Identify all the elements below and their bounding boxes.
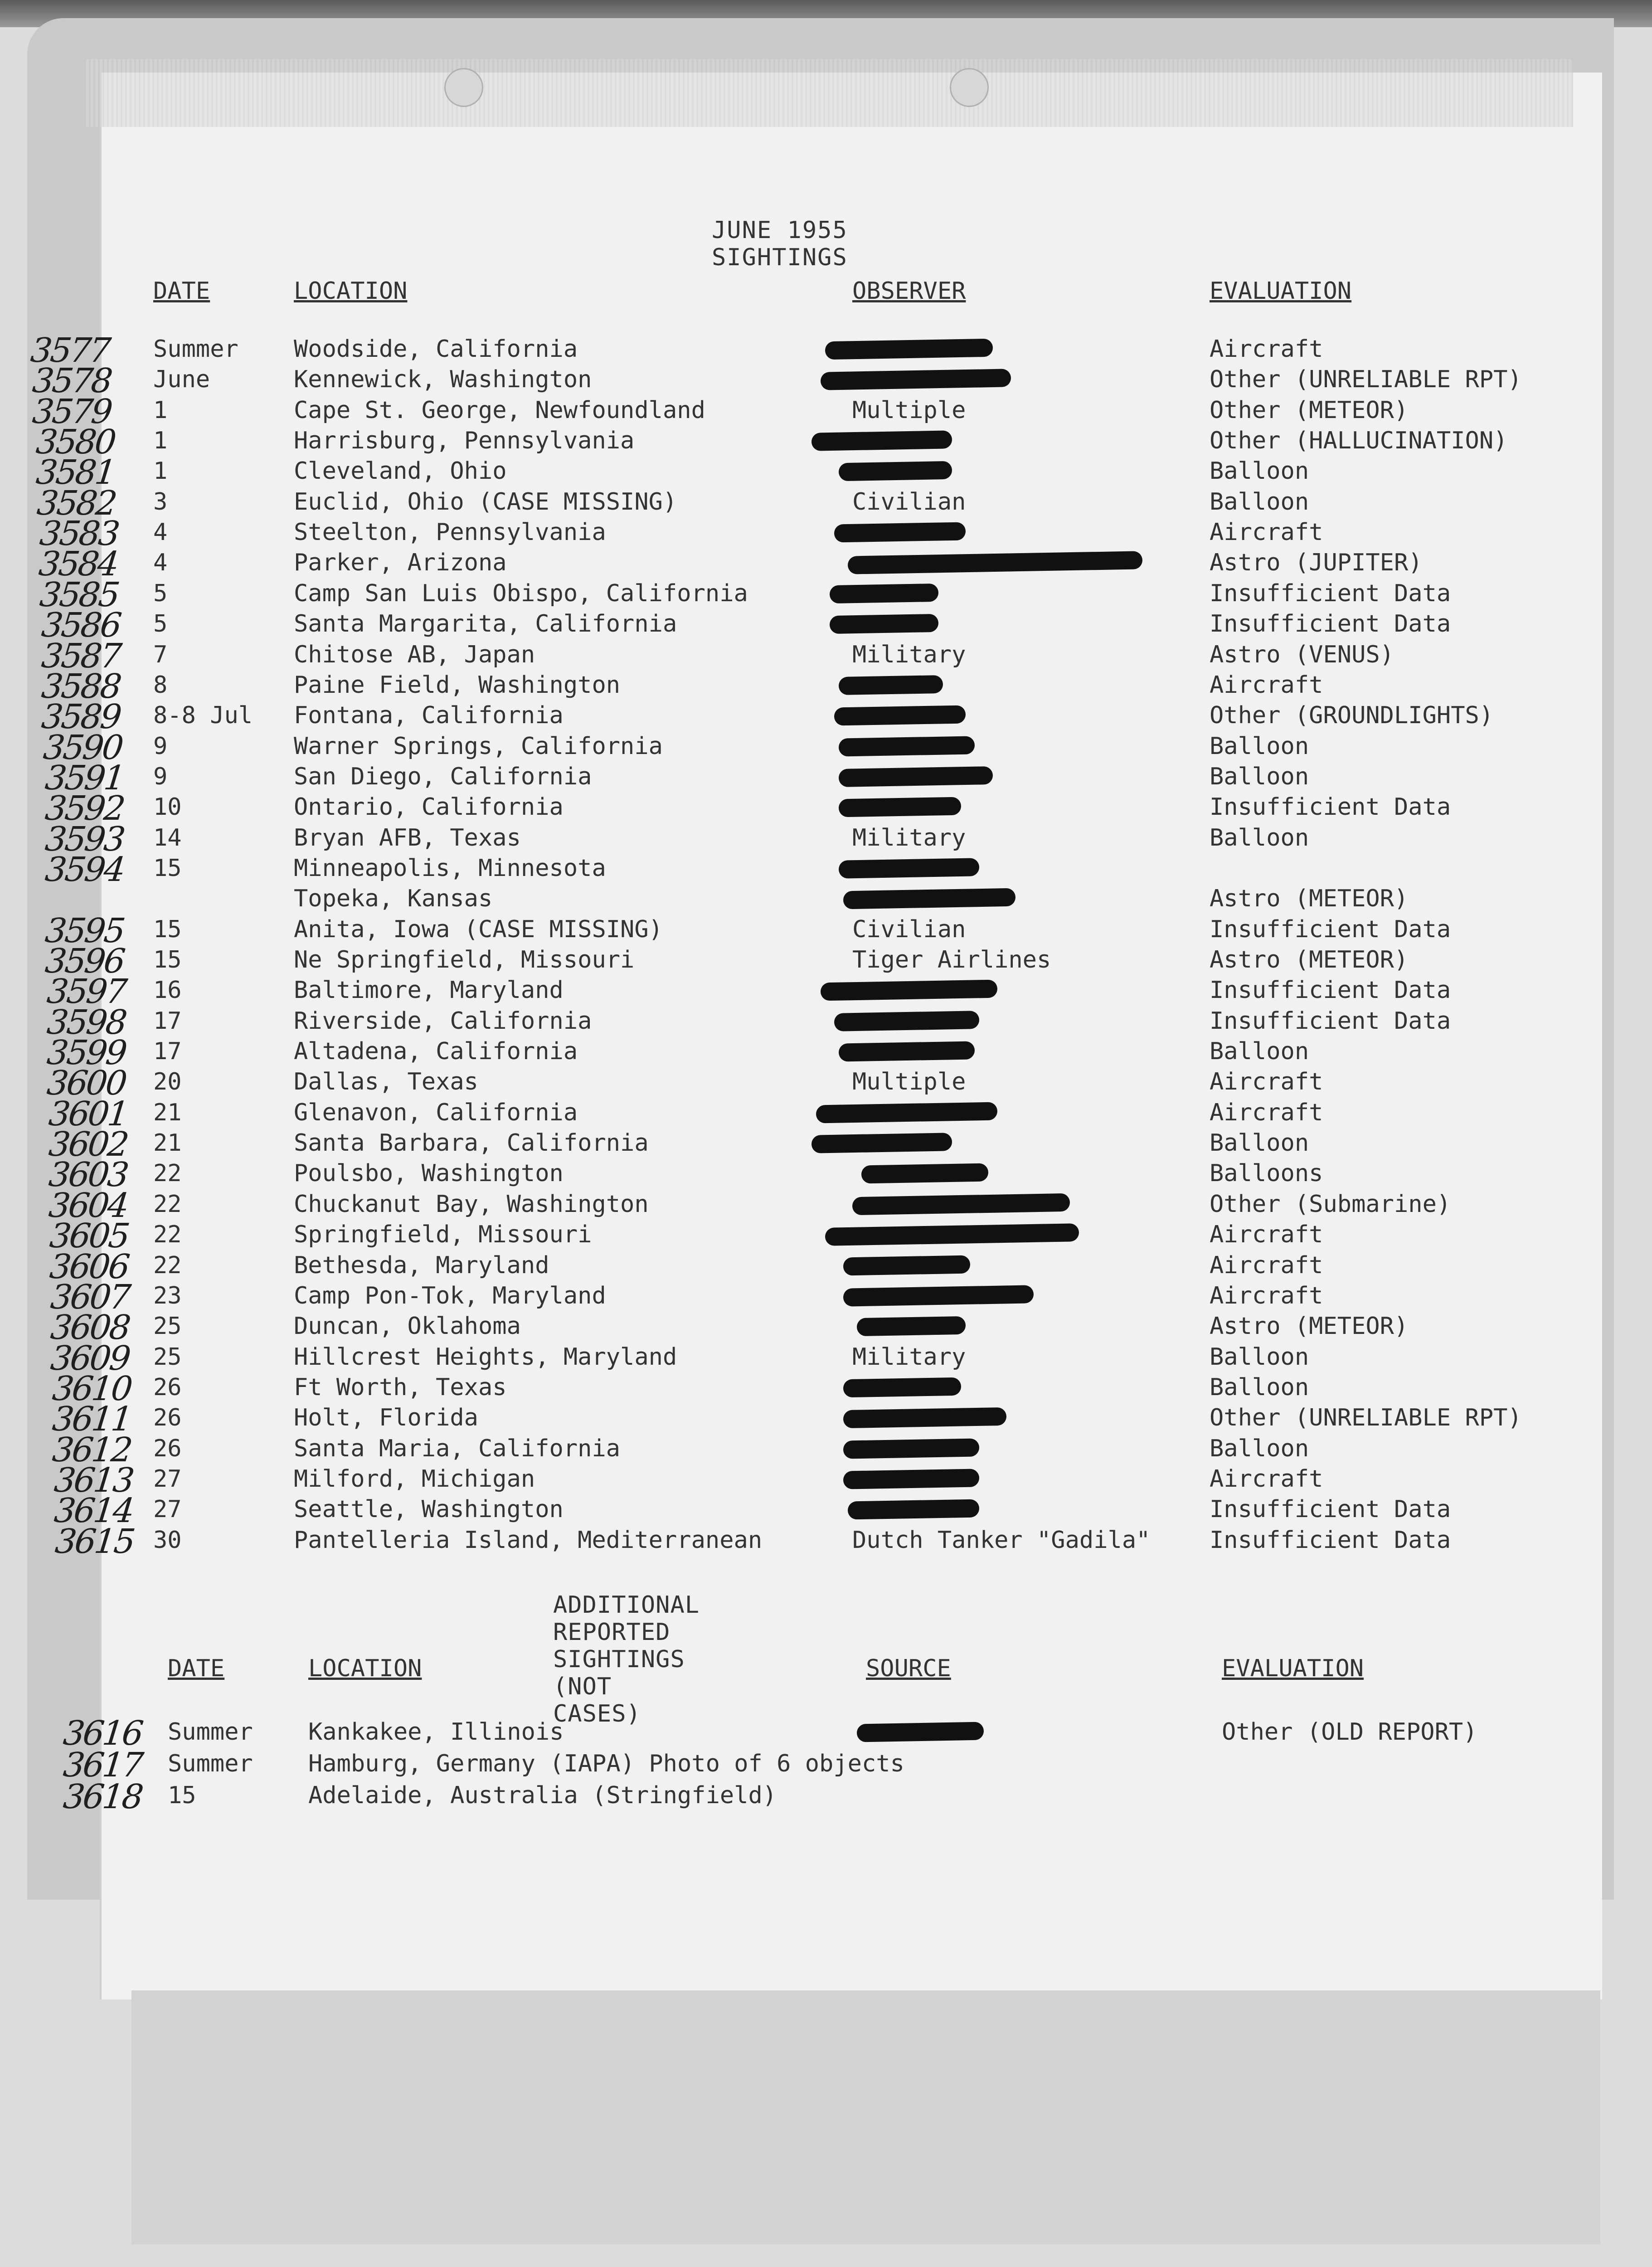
cell-location: San Diego, California — [294, 763, 592, 790]
cell-evaluation: Insufficient Data — [1210, 1526, 1451, 1554]
redaction-mark — [821, 369, 1011, 390]
table-row — [0, 1491, 1652, 1531]
cell-evaluation: Balloon — [1210, 1343, 1309, 1371]
cell-date: 8-8 Jul — [153, 702, 253, 730]
case-number: 3613 — [52, 1460, 135, 1500]
case-number: 3615 — [53, 1522, 136, 1561]
redaction-mark — [830, 584, 939, 603]
table-row — [0, 1460, 1652, 1500]
case-number: 3605 — [48, 1216, 130, 1256]
cell-location: Fontana, California — [294, 702, 564, 730]
table-row — [0, 942, 1652, 981]
additional-header-date: DATE — [168, 1655, 225, 1682]
cell-date: 9 — [153, 732, 168, 760]
punch-hole-right — [950, 68, 989, 107]
cell-location: Paine Field, Washington — [294, 671, 621, 699]
table-row — [0, 545, 1652, 584]
redaction-mark — [839, 675, 943, 695]
cell-location: Bethesda, Maryland — [294, 1251, 549, 1279]
cell-location: Springfield, Missouri — [294, 1221, 592, 1249]
cell-location: Ontario, California — [294, 793, 564, 821]
case-number: 3609 — [49, 1338, 131, 1378]
redaction-mark — [848, 551, 1143, 574]
table-row — [0, 1094, 1652, 1134]
cell-evaluation: Aircraft — [1210, 519, 1323, 546]
redaction-mark — [825, 339, 993, 360]
cell-date: 20 — [153, 1068, 182, 1096]
cell-observer: Military — [852, 1343, 966, 1371]
header-location: LOCATION — [294, 277, 408, 305]
cell-location: Santa Barbara, California — [294, 1129, 649, 1157]
cell-location: Adelaide, Australia (Stringfield) — [308, 1782, 777, 1809]
case-number: 3588 — [39, 666, 122, 706]
cell-location: Hillcrest Heights, Maryland — [294, 1343, 677, 1371]
table-row — [0, 423, 1652, 462]
cell-evaluation: Balloon — [1210, 824, 1309, 851]
cell-evaluation: Other (METEOR) — [1210, 396, 1409, 424]
case-number: 3604 — [47, 1186, 129, 1225]
case-number: 3598 — [45, 1002, 127, 1042]
table-row — [0, 850, 1652, 889]
table-row — [0, 1369, 1652, 1408]
cell-location: Duncan, Oklahoma — [294, 1313, 521, 1340]
cell-evaluation: Other (HALLUCINATION) — [1210, 427, 1508, 455]
redaction-mark — [857, 1722, 984, 1742]
cell-date: 26 — [153, 1373, 182, 1401]
redaction-mark — [843, 1407, 1007, 1428]
cell-location: Steelton, Pennsylvania — [294, 519, 606, 546]
cell-location: Camp Pon-Tok, Maryland — [294, 1282, 606, 1309]
table-row — [0, 483, 1652, 523]
cell-date: 15 — [153, 915, 182, 943]
case-number: 3578 — [30, 361, 113, 401]
table-row — [0, 392, 1652, 431]
cell-evaluation: Astro (METEOR) — [1210, 1313, 1409, 1340]
sheet-bottom-edge — [131, 1990, 1600, 2244]
case-number: 3611 — [50, 1400, 133, 1439]
cell-evaluation: Astro (VENUS) — [1210, 641, 1394, 668]
table-row — [0, 819, 1652, 859]
redaction-mark — [843, 1285, 1034, 1306]
cell-date: 27 — [153, 1465, 182, 1493]
header-date: DATE — [153, 277, 210, 305]
cell-location: Euclid, Ohio (CASE MISSING) — [294, 488, 677, 516]
cell-date: 26 — [153, 1435, 182, 1462]
cell-date: 25 — [153, 1343, 182, 1371]
cell-location: Riverside, California — [294, 1007, 592, 1035]
cell-observer: Tiger Airlines — [852, 946, 1051, 973]
cell-date: 4 — [153, 549, 168, 577]
cell-date: 1 — [153, 427, 168, 455]
redaction-mark — [843, 888, 1016, 910]
table-row — [0, 789, 1652, 828]
cell-date: 21 — [153, 1129, 182, 1157]
cell-evaluation: Insufficient Data — [1210, 1496, 1451, 1523]
cell-evaluation: Other (UNRELIABLE RPT) — [1210, 1404, 1522, 1432]
cell-location: Kankakee, Illinois — [308, 1718, 564, 1746]
cell-evaluation: Astro (METEOR) — [1210, 946, 1409, 973]
cell-evaluation: Balloon — [1210, 488, 1309, 516]
cell-location: Hamburg, Germany (IAPA) Photo of 6 objects — [308, 1750, 904, 1777]
case-number: 3612 — [50, 1430, 133, 1469]
cell-evaluation: Balloon — [1210, 457, 1309, 485]
cell-location: Chitose AB, Japan — [294, 641, 535, 668]
cell-location: Seattle, Washington — [294, 1496, 564, 1523]
cell-location: Woodside, California — [294, 336, 578, 363]
redaction-mark — [839, 736, 975, 756]
header-observer: OBSERVER — [852, 277, 966, 305]
header-evaluation: EVALUATION — [1210, 277, 1352, 305]
cell-date: 21 — [153, 1099, 182, 1126]
cell-date: 7 — [153, 641, 168, 668]
redaction-mark — [861, 1163, 989, 1184]
cell-date: 22 — [153, 1251, 182, 1279]
redaction-mark — [825, 1223, 1079, 1246]
cell-location: Topeka, Kansas — [294, 885, 493, 913]
table-row — [0, 1247, 1652, 1286]
case-number: 3580 — [34, 423, 117, 462]
cell-location: Anita, Iowa (CASE MISSING) — [294, 915, 663, 943]
redaction-mark — [848, 1499, 980, 1520]
cell-date: 16 — [153, 977, 182, 1004]
table-row — [0, 331, 1652, 370]
cell-evaluation: Aircraft — [1210, 1282, 1323, 1309]
table-row — [0, 758, 1652, 798]
cell-date: 3 — [153, 488, 168, 516]
cell-location: Altadena, California — [294, 1038, 578, 1065]
case-number: 3583 — [38, 514, 120, 554]
case-number: 3581 — [34, 453, 117, 492]
cell-evaluation: Aircraft — [1210, 1221, 1323, 1249]
cell-evaluation: Balloon — [1210, 732, 1309, 760]
redaction-mark — [843, 1469, 980, 1489]
case-number: 3602 — [47, 1125, 129, 1164]
redaction-mark — [843, 1255, 971, 1275]
table-row — [0, 911, 1652, 950]
redaction-mark — [834, 522, 966, 543]
table-row — [0, 1002, 1652, 1042]
cell-date: 22 — [153, 1160, 182, 1187]
cell-evaluation: Aircraft — [1210, 336, 1323, 363]
case-number: 3587 — [39, 636, 122, 676]
cell-date: 5 — [153, 610, 168, 638]
case-number: 3597 — [45, 972, 127, 1012]
table-row — [0, 885, 1652, 915]
cell-date: 22 — [153, 1221, 182, 1249]
cell-date: Summer — [153, 336, 238, 363]
case-number: 3606 — [48, 1247, 130, 1286]
cell-evaluation: Aircraft — [1210, 671, 1323, 699]
case-number: 3593 — [43, 819, 126, 859]
cell-observer: Multiple — [852, 1068, 966, 1096]
redaction-mark — [857, 1316, 966, 1336]
cell-date: Summer — [168, 1750, 253, 1777]
case-number: 3577 — [29, 331, 111, 370]
case-number: 3608 — [49, 1308, 131, 1348]
table-row — [0, 1430, 1652, 1469]
case-number: 3600 — [45, 1064, 127, 1103]
table-row — [0, 728, 1652, 767]
table-row — [0, 1186, 1652, 1225]
redaction-mark — [843, 1377, 962, 1398]
redaction-mark — [811, 430, 952, 451]
table-row — [0, 1308, 1652, 1348]
cell-location: Chuckanut Bay, Washington — [294, 1190, 649, 1218]
cell-date: 15 — [153, 946, 182, 973]
cell-location: Poulsbo, Washington — [294, 1160, 564, 1187]
case-number: 3582 — [35, 483, 117, 523]
cell-date: 14 — [153, 824, 182, 851]
redaction-mark — [821, 980, 998, 1001]
cell-evaluation: Balloon — [1210, 1038, 1309, 1065]
redaction-mark — [839, 461, 952, 481]
case-number: 3617 — [61, 1746, 144, 1785]
cell-evaluation: Balloon — [1210, 1129, 1309, 1157]
cell-evaluation: Balloons — [1210, 1160, 1323, 1187]
cell-observer: Military — [852, 824, 966, 851]
cell-date: 27 — [153, 1496, 182, 1523]
table-row — [0, 666, 1652, 706]
case-number: 3592 — [43, 789, 126, 828]
cell-date: June — [153, 366, 210, 394]
cell-date: 9 — [153, 763, 168, 790]
case-number: 3601 — [47, 1094, 129, 1134]
cell-date: Summer — [168, 1718, 253, 1746]
redaction-mark — [839, 1041, 975, 1061]
cell-date: 17 — [153, 1038, 182, 1065]
cell-evaluation: Insufficient Data — [1210, 610, 1451, 638]
cell-location: Santa Maria, California — [294, 1435, 621, 1462]
redaction-mark — [843, 1438, 980, 1459]
cell-location: Warner Springs, California — [294, 732, 663, 760]
case-number: 3586 — [39, 606, 122, 645]
cell-date: 30 — [153, 1526, 182, 1554]
table-row — [0, 1064, 1652, 1103]
cell-location: Cape St. George, Newfoundland — [294, 396, 705, 424]
case-number: 3594 — [43, 850, 126, 889]
cell-date: 8 — [153, 671, 168, 699]
cell-location: Ne Springfield, Missouri — [294, 946, 635, 973]
redaction-mark — [839, 797, 962, 817]
cell-observer: Multiple — [852, 396, 966, 424]
case-number: 3603 — [47, 1155, 129, 1195]
table-row — [0, 636, 1652, 676]
additional-title: ADDITIONAL REPORTED SIGHTINGS (NOT CASES) — [553, 1591, 700, 1727]
redaction-mark — [834, 1011, 980, 1031]
cell-date: 4 — [153, 519, 168, 546]
table-row — [0, 1125, 1652, 1164]
cell-date: 23 — [153, 1282, 182, 1309]
table-row — [0, 1714, 1652, 1753]
cell-date: 5 — [153, 579, 168, 607]
table-row — [0, 606, 1652, 645]
cell-evaluation: Aircraft — [1210, 1068, 1323, 1096]
cell-evaluation: Other (OLD REPORT) — [1222, 1718, 1477, 1746]
case-number: 3585 — [38, 575, 120, 614]
additional-header-location: LOCATION — [308, 1655, 422, 1682]
additional-header-source: SOURCE — [866, 1655, 951, 1682]
cell-location: Milford, Michigan — [294, 1465, 535, 1493]
cell-location: Dallas, Texas — [294, 1068, 478, 1096]
case-number: 3614 — [52, 1491, 135, 1531]
case-number: 3595 — [43, 911, 126, 950]
cell-evaluation: Other (GROUNDLIGHTS) — [1210, 702, 1494, 730]
cell-evaluation: Aircraft — [1210, 1099, 1323, 1126]
cell-location: Pantelleria Island, Mediterranean — [294, 1526, 763, 1554]
case-number: 3584 — [37, 545, 119, 584]
cell-location: Minneapolis, Minnesota — [294, 854, 606, 882]
cell-date: 17 — [153, 1007, 182, 1035]
cell-location: Santa Margarita, California — [294, 610, 677, 638]
cell-location: Harrisburg, Pennsylvania — [294, 427, 635, 455]
redaction-mark — [834, 705, 966, 726]
cell-observer: Civilian — [852, 488, 966, 516]
additional-header-evaluation: EVALUATION — [1222, 1655, 1364, 1682]
case-number: 3599 — [45, 1033, 127, 1073]
case-number: 3618 — [61, 1777, 144, 1816]
page-title: JUNE 1955 SIGHTINGS — [712, 217, 848, 271]
table-row — [0, 1746, 1652, 1785]
cell-evaluation: Balloon — [1210, 1373, 1309, 1401]
cell-evaluation: Balloon — [1210, 1435, 1309, 1462]
cell-location: Kennewick, Washington — [294, 366, 592, 394]
cell-date: 1 — [153, 457, 168, 485]
table-row — [0, 1155, 1652, 1195]
cell-evaluation: Other (UNRELIABLE RPT) — [1210, 366, 1522, 394]
table-row — [0, 453, 1652, 492]
redaction-mark — [839, 858, 980, 878]
cell-evaluation: Insufficient Data — [1210, 1007, 1451, 1035]
cell-date: 15 — [153, 854, 182, 882]
table-row — [0, 575, 1652, 614]
redaction-mark — [839, 766, 993, 787]
cell-location: Parker, Arizona — [294, 549, 507, 577]
cell-observer: Civilian — [852, 915, 966, 943]
table-row — [0, 514, 1652, 554]
cell-location: Holt, Florida — [294, 1404, 478, 1432]
cell-evaluation: Aircraft — [1210, 1251, 1323, 1279]
table-row — [0, 361, 1652, 401]
table-row — [0, 1277, 1652, 1317]
case-number: 3610 — [50, 1369, 133, 1408]
cell-date: 10 — [153, 793, 182, 821]
cell-location: Ft Worth, Texas — [294, 1373, 507, 1401]
table-row — [0, 972, 1652, 1012]
cell-evaluation: Balloon — [1210, 763, 1309, 790]
cell-date: 22 — [153, 1190, 182, 1218]
table-row — [0, 1400, 1652, 1439]
table-row — [0, 1338, 1652, 1378]
cell-evaluation: Insufficient Data — [1210, 793, 1451, 821]
cell-evaluation: Astro (METEOR) — [1210, 885, 1409, 913]
cell-observer: Military — [852, 641, 966, 668]
case-number: 3579 — [30, 392, 113, 431]
table-row — [0, 697, 1652, 737]
case-number: 3591 — [43, 758, 126, 798]
table-row — [0, 1216, 1652, 1256]
cell-date: 26 — [153, 1404, 182, 1432]
case-number: 3616 — [61, 1714, 144, 1753]
cell-location: Cleveland, Ohio — [294, 457, 507, 485]
case-number: 3590 — [41, 728, 124, 767]
cell-evaluation: Insufficient Data — [1210, 579, 1451, 607]
cell-location: Camp San Luis Obispo, California — [294, 579, 748, 607]
cell-location: Bryan AFB, Texas — [294, 824, 521, 851]
cell-date: 15 — [168, 1782, 196, 1809]
case-number: 3589 — [39, 697, 122, 737]
case-number: 3596 — [43, 942, 126, 981]
cell-location: Baltimore, Maryland — [294, 977, 564, 1004]
table-row — [0, 1522, 1652, 1561]
cell-evaluation: Insufficient Data — [1210, 977, 1451, 1004]
cell-evaluation: Astro (JUPITER) — [1210, 549, 1423, 577]
cell-date: 25 — [153, 1313, 182, 1340]
cell-evaluation: Other (Submarine) — [1210, 1190, 1451, 1218]
table-row — [0, 1777, 1652, 1816]
cell-location: Glenavon, California — [294, 1099, 578, 1126]
redaction-mark — [816, 1102, 998, 1123]
redaction-mark — [830, 614, 939, 634]
table-row — [0, 1033, 1652, 1073]
case-number: 3607 — [49, 1277, 131, 1317]
cell-evaluation: Aircraft — [1210, 1465, 1323, 1493]
cell-observer: Dutch Tanker "Gadila" — [852, 1526, 1151, 1554]
perforation-band — [86, 59, 1573, 127]
punch-hole-left — [444, 68, 483, 107]
redaction-mark — [811, 1133, 952, 1153]
cell-evaluation: Insufficient Data — [1210, 915, 1451, 943]
cell-date: 1 — [153, 396, 168, 424]
redaction-mark — [852, 1193, 1070, 1215]
